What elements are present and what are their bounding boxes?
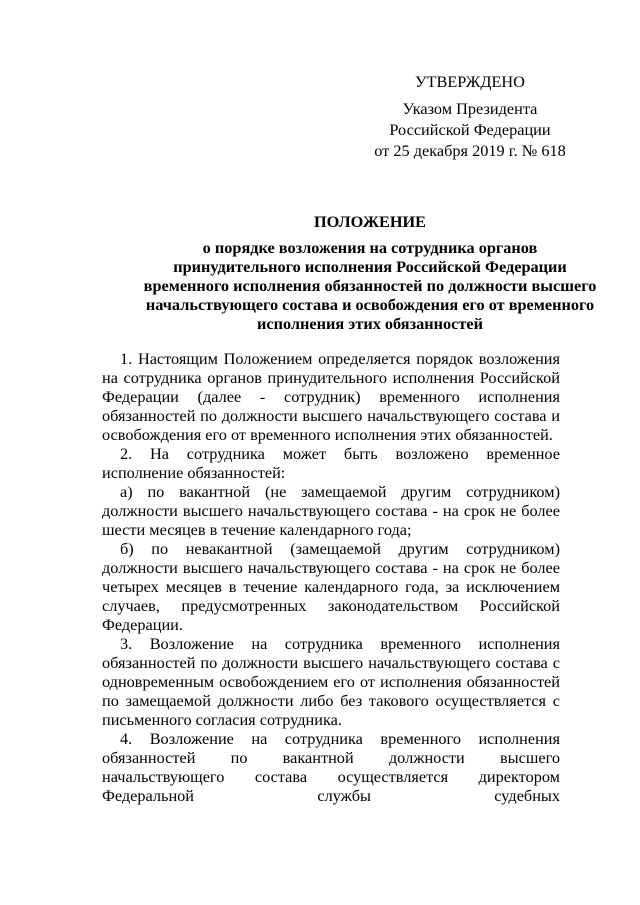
paragraph-4: 4. Возложение на сотрудника временного исполнения обязанностей по вакантной должности высшего начальствующего состава осуществляется директором Федеральной службы судебных <box>102 729 560 805</box>
approval-country: Российской Федерации <box>389 120 551 139</box>
paragraph-2b: б) по невакантной (замещаемой другим сотрудником) должности высшего начальствующего состава - на срок не более четырех месяцев в течение календарного года, за исключением случаев, предусмотренных законодательством Российской Федерации. <box>102 539 560 634</box>
approval-decree: Указом Президента <box>402 99 538 118</box>
paragraph-3: 3. Возложение на сотрудника временного исполнения обязанностей по должности высшего начальствующего состава с одновременным освобождением его от исполнения обязанностей по замещаемой должности либо без такового осуществляется с письменного согласия сотрудника. <box>102 634 560 729</box>
paragraph-1: 1. Настоящим Положением определяется порядок возложения на сотрудника органов принудительного исполнения Российской Федерации (далее - сотрудник) временного исполнения обязанностей по должности высшего начальствующего состава и освобождения его от временного исполнения этих обязанностей. <box>102 349 560 444</box>
document-subtitle <box>100 238 640 333</box>
subtitle-line: о порядке возложения на сотрудника органов <box>202 238 538 257</box>
paragraph-2: 2. На сотрудника может быть возложено временное исполнение обязанностей: <box>102 444 560 482</box>
subtitle-line: принудительного исполнения Российской Федерации <box>173 257 567 276</box>
paragraph-2a: а) по вакантной (не замещаемой другим сотрудником) должности высшего начальствующего состава - на срок не более шести месяцев в течение календарного года; <box>102 482 560 539</box>
subtitle-line: временного исполнения обязанностей по должности высшего <box>143 276 597 295</box>
document-body <box>102 349 560 805</box>
subtitle-line: начальствующего состава и освобождения его от временного <box>145 295 595 314</box>
subtitle-line: исполнения этих обязанностей <box>256 314 484 333</box>
approval-block <box>340 0 600 170</box>
approval-heading: УТВЕРЖДЕНО <box>415 72 525 91</box>
document-title: ПОЛОЖЕНИЕ <box>313 212 427 231</box>
approval-date: от 25 декабря 2019 г. № 618 <box>374 141 566 160</box>
